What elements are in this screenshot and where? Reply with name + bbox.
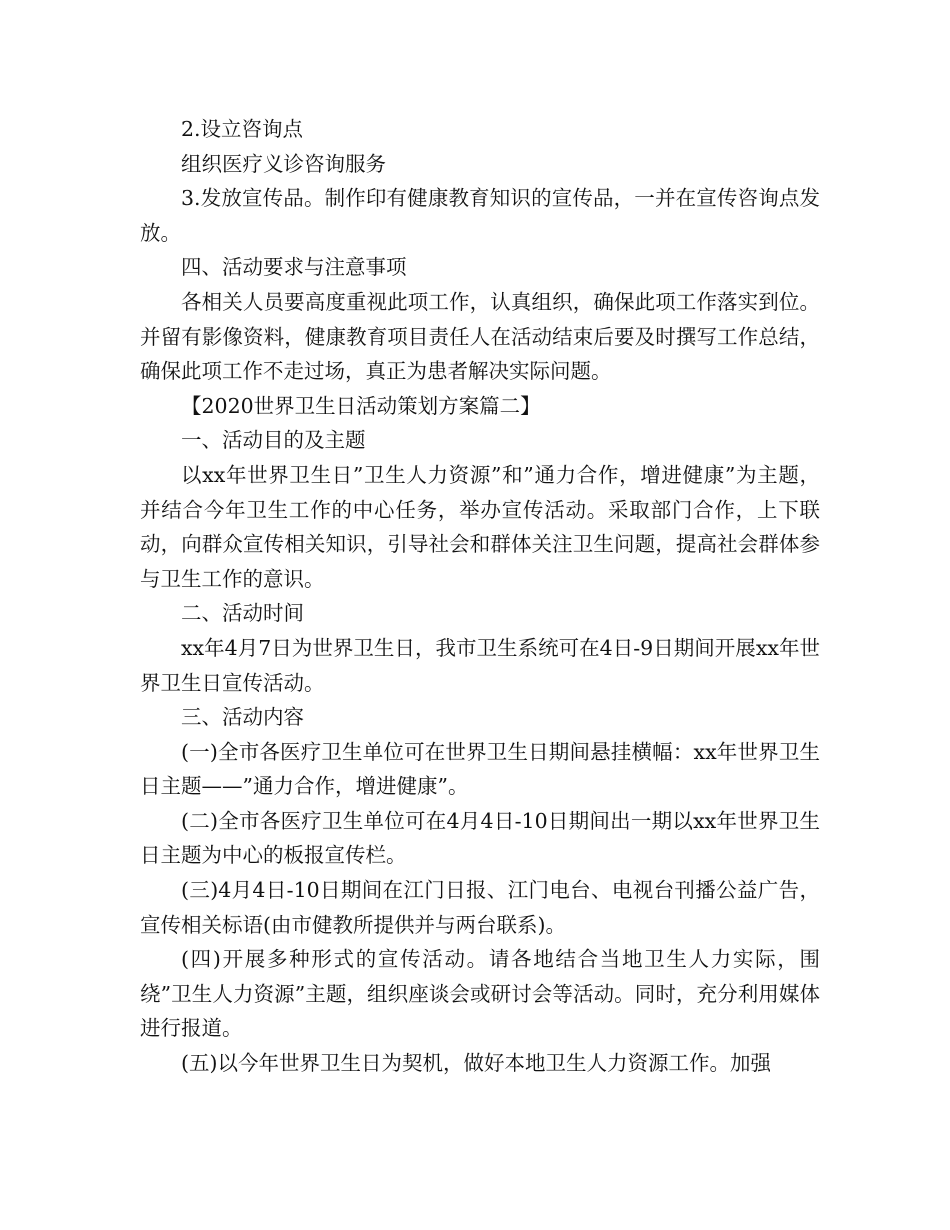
paragraph-content-item-3: (三)4月4日-10日期间在江门日报、江门电台、电视台刊播公益广告，宣传相关标语(由市健教所提供并与两台联系)。 [140, 878, 820, 937]
paragraph-medical-consultation: 组织医疗义诊咨询服务 [181, 151, 386, 176]
paragraph-content-item-1: (一)全市各医疗卫生单位可在世界卫生日期间悬挂横幅：xx年世界卫生日主题——”通力合作，增进健康”。 [140, 739, 820, 799]
paragraph-requirements-body: 各相关人员要高度重视此项工作，认真组织，确保此项工作落实到位。并留有影像资料，健康教育项目责任人在活动结束后要及时撰写工作总结，确保此项工作不走过场，真正为患者解决实际问题。 [140, 289, 820, 384]
section-heading-requirements: 四、活动要求与注意事项 [181, 255, 407, 280]
paragraph-content-item-2: (二)全市各医疗卫生单位可在4月4日-10日期间出一期以xx年世界卫生日主题为中心的板报宣传栏。 [140, 808, 820, 868]
section-heading-content: 三、活动内容 [181, 705, 304, 730]
paragraph-content-item-4: (四)开展多种形式的宣传活动。请各地结合当地卫生人力实际，围绕”卫生人力资源”主题，组织座谈会或研讨会等活动。同时，充分利用媒体进行报道。 [140, 947, 820, 1041]
paragraph-item-2-heading: 2.设立咨询点 [181, 117, 304, 141]
section-heading-purpose: 一、活动目的及主题 [181, 428, 366, 453]
paragraph-purpose-body: 以xx年世界卫生日”卫生人力资源”和”通力合作，增进健康”为主题，并结合今年卫生工作的中心任务，举办宣传活动。采取部门合作，上下联动，向群众宣传相关知识，引导社会和群体关注卫生问题，提高社会群体参与卫生工作的意识。 [140, 462, 820, 591]
document-body [140, 112, 820, 1081]
plan-title-part-two: 【2020世界卫生日活动策划方案篇二】 [181, 393, 541, 418]
paragraph-time-body: xx年4月7日为世界卫生日，我市卫生系统可在4日-9日期间开展xx年世界卫生日宣传活动。 [140, 635, 820, 695]
section-heading-time: 二、活动时间 [181, 601, 304, 626]
paragraph-content-item-5: (五)以今年世界卫生日为契机，做好本地卫生人力资源工作。加强 [181, 1051, 771, 1076]
paragraph-item-3-materials: 3.发放宣传品。制作印有健康教育知识的宣传品，一并在宣传咨询点发放。 [140, 186, 820, 245]
